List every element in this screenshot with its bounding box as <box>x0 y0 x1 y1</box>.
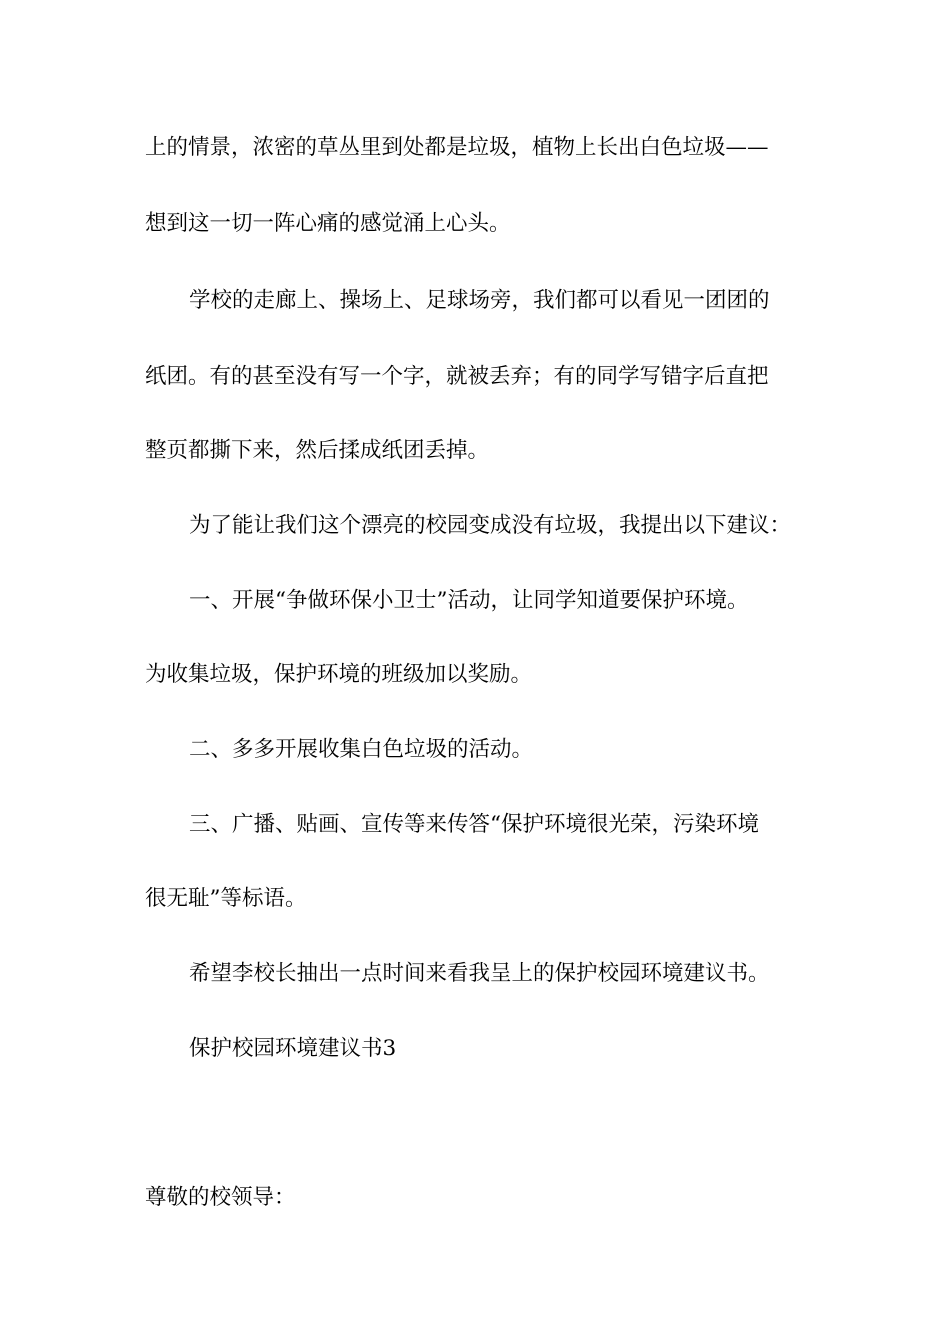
paragraph-line: 希望李校长抽出一点时间来看我呈上的保护校园环境建议书。 <box>189 961 770 986</box>
paragraph-line: 学校的走廊上、操场上、足球场旁，我们都可以看见一团团的 <box>189 288 770 313</box>
paragraph-line: 二、多多开展收集白色垃圾的活动。 <box>189 737 534 762</box>
salutation: 尊敬的校领导： <box>145 1185 296 1210</box>
paragraph-line: 为收集垃圾，保护环境的班级加以奖励。 <box>145 662 533 687</box>
paragraph-line: 整页都撕下来，然后揉成纸团丢掉。 <box>145 438 490 463</box>
section-heading: 保护校园环境建议书3 <box>189 1036 397 1061</box>
paragraph-line: 三、广播、贴画、宣传等来传答“保护环境很光荣，污染环境 <box>189 812 759 837</box>
paragraph-line: 想到这一切一阵心痛的感觉涌上心头。 <box>145 211 511 236</box>
paragraph-line: 为了能让我们这个漂亮的校园变成没有垃圾，我提出以下建议： <box>189 513 792 538</box>
paragraph-line: 上的情景，浓密的草丛里到处都是垃圾，植物上长出白色垃圾—— <box>145 135 769 160</box>
paragraph-line: 很无耻”等标语。 <box>145 886 307 911</box>
paragraph-line: 纸团。有的甚至没有写一个字，就被丢弃；有的同学写错字后直把 <box>145 364 769 389</box>
paragraph-line: 一、开展“争做环保小卫士”活动，让同学知道要保护环境。 <box>189 588 749 613</box>
